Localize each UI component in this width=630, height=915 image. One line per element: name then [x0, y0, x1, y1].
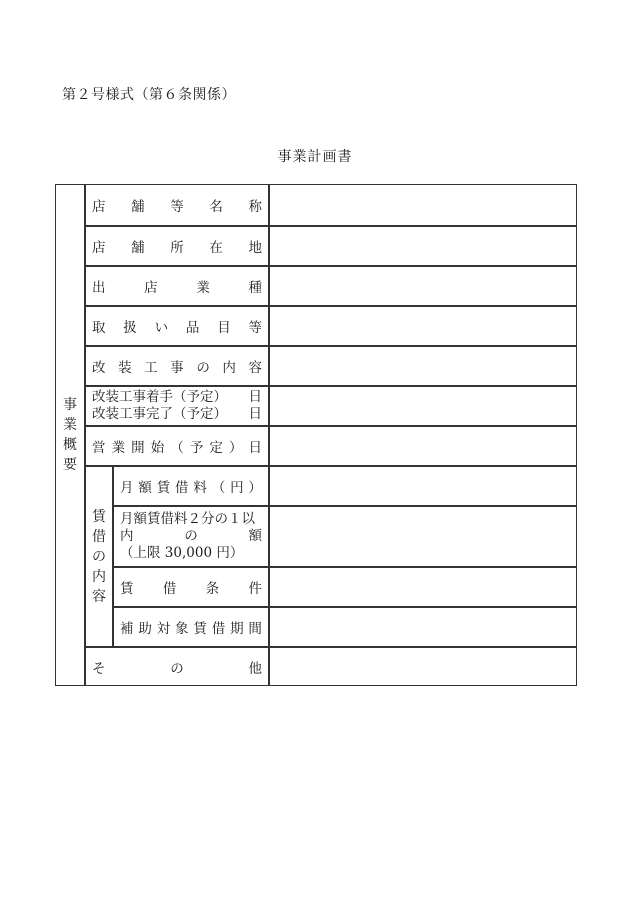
label-lease-terms — [113, 567, 269, 607]
label-renovation — [85, 346, 269, 386]
outer-section-label — [55, 184, 85, 686]
label-char: 舗 — [131, 240, 145, 256]
vertical-label-char: 賃 — [92, 508, 106, 525]
label-char: 賃 — [193, 621, 207, 637]
label-char: 間 — [248, 621, 262, 637]
spread-text — [86, 185, 268, 225]
value-other[interactable] — [269, 647, 577, 686]
label-char: 名 — [209, 199, 223, 215]
label-char: 賃 — [156, 480, 171, 496]
label-business-type — [85, 266, 269, 306]
half-rent-line2-c: 額 — [248, 528, 262, 544]
label-char: い — [154, 320, 169, 336]
spread-text — [86, 267, 268, 305]
label-char: 店 — [92, 240, 106, 256]
label-char: 容 — [248, 360, 262, 376]
label-char: 改 — [92, 360, 106, 376]
value-business-type[interactable] — [269, 266, 577, 306]
label-monthly-rent — [113, 466, 269, 506]
label-char: 店 — [144, 280, 158, 296]
label-renovation-dates — [85, 386, 269, 426]
renovation-start-label: 改装工事着手（予定） — [92, 389, 227, 405]
spread-text — [86, 648, 268, 685]
renovation-end-line — [92, 406, 262, 423]
label-char: 店 — [92, 199, 106, 215]
label-char: の — [196, 360, 210, 376]
label-char: 条 — [205, 581, 220, 597]
label-store-location — [85, 226, 269, 266]
label-subsidy-period — [113, 607, 269, 647]
label-char: 扱 — [123, 320, 137, 336]
label-char: 地 — [248, 240, 262, 256]
vertical-label-char: 業 — [63, 417, 77, 433]
label-char: （ — [211, 480, 226, 496]
renovation-end-day: 日 — [248, 406, 262, 422]
vertical-label-char: 内 — [92, 568, 106, 585]
renovation-start-day: 日 — [248, 389, 262, 405]
label-char: 助 — [138, 621, 152, 637]
label-char: 額 — [138, 480, 152, 496]
spread-text — [114, 608, 268, 646]
label-char: 借 — [175, 480, 189, 496]
label-char: 借 — [211, 621, 226, 637]
vertical-label-char: の — [92, 548, 106, 565]
vertical-label-char: 要 — [63, 457, 77, 473]
label-opening-date — [85, 426, 269, 466]
label-char: 賃 — [120, 581, 134, 597]
value-store-location[interactable] — [269, 226, 577, 266]
value-half-rent[interactable] — [269, 506, 577, 567]
label-char: 等 — [170, 199, 184, 215]
renovation-start-line — [92, 389, 262, 406]
vertical-label-char: 概 — [63, 437, 77, 453]
label-char: 内 — [222, 360, 236, 376]
half-rent-line2-b: の — [184, 528, 198, 544]
label-char: 日 — [248, 440, 262, 456]
label-char: 対 — [156, 621, 171, 637]
label-char: 始 — [150, 440, 165, 456]
vertical-label-char: 借 — [92, 528, 106, 545]
label-char: 件 — [248, 581, 262, 597]
label-char: 在 — [209, 240, 223, 256]
label-char: 所 — [170, 240, 184, 256]
label-char: 称 — [248, 199, 262, 215]
label-char: 他 — [248, 660, 262, 677]
spread-text — [114, 467, 268, 505]
label-char: ） — [248, 480, 262, 496]
label-other — [85, 647, 269, 686]
half-rent-line2 — [120, 528, 262, 545]
label-char: 定 — [209, 440, 223, 456]
label-char: 舗 — [131, 199, 145, 215]
label-char: 月 — [120, 480, 134, 496]
value-subsidy-period[interactable] — [269, 607, 577, 647]
label-char: の — [170, 660, 184, 677]
label-char: 補 — [120, 621, 134, 637]
label-char: 装 — [118, 360, 132, 376]
label-char: 業 — [111, 440, 126, 456]
value-renovation[interactable] — [269, 346, 577, 386]
vertical-label-char: 事 — [63, 397, 77, 413]
label-char: 目 — [217, 320, 231, 336]
label-char: 等 — [248, 320, 262, 336]
spread-text — [86, 347, 268, 385]
label-store-name — [85, 184, 269, 226]
label-half-rent — [113, 506, 269, 567]
value-opening-date[interactable] — [269, 426, 577, 466]
label-char: 工 — [144, 360, 158, 376]
label-char: 円 — [230, 480, 244, 496]
document-title: 事業計画書 — [277, 149, 353, 165]
label-products — [85, 306, 269, 346]
label-char: （ — [170, 440, 184, 456]
form-number: 第２号様式（第６条関係） — [62, 87, 236, 103]
label-char: 種 — [248, 280, 262, 296]
label-char: 品 — [185, 320, 200, 336]
value-monthly-rent[interactable] — [269, 466, 577, 506]
value-renovation-dates[interactable] — [269, 386, 577, 426]
spread-text — [114, 568, 268, 606]
half-rent-line1: 月額賃借料２分の１以 — [120, 511, 255, 527]
half-rent-line3: （上限 30,000 円） — [120, 545, 244, 561]
vertical-label-char: 容 — [92, 588, 106, 605]
inner-section-label — [85, 466, 113, 647]
value-store-name[interactable] — [269, 184, 577, 226]
value-products[interactable] — [269, 306, 577, 346]
label-char: 期 — [230, 621, 244, 637]
label-char: 営 — [92, 440, 106, 456]
label-char: 予 — [189, 440, 204, 456]
label-char: ） — [228, 440, 243, 456]
spread-text — [86, 307, 268, 345]
label-char: そ — [92, 660, 106, 677]
spread-text — [86, 427, 268, 465]
value-lease-terms[interactable] — [269, 567, 577, 607]
label-char: 取 — [92, 320, 106, 336]
label-char: 借 — [162, 581, 177, 597]
spread-text — [86, 227, 268, 265]
label-char: 事 — [170, 360, 184, 376]
renovation-end-label: 改装工事完了（予定） — [92, 406, 227, 422]
label-char: 開 — [131, 440, 145, 456]
label-char: 出 — [92, 280, 106, 296]
half-rent-line2-a: 内 — [120, 528, 134, 544]
label-char: 業 — [196, 280, 210, 296]
label-char: 料 — [193, 480, 207, 496]
label-char: 象 — [175, 621, 189, 637]
